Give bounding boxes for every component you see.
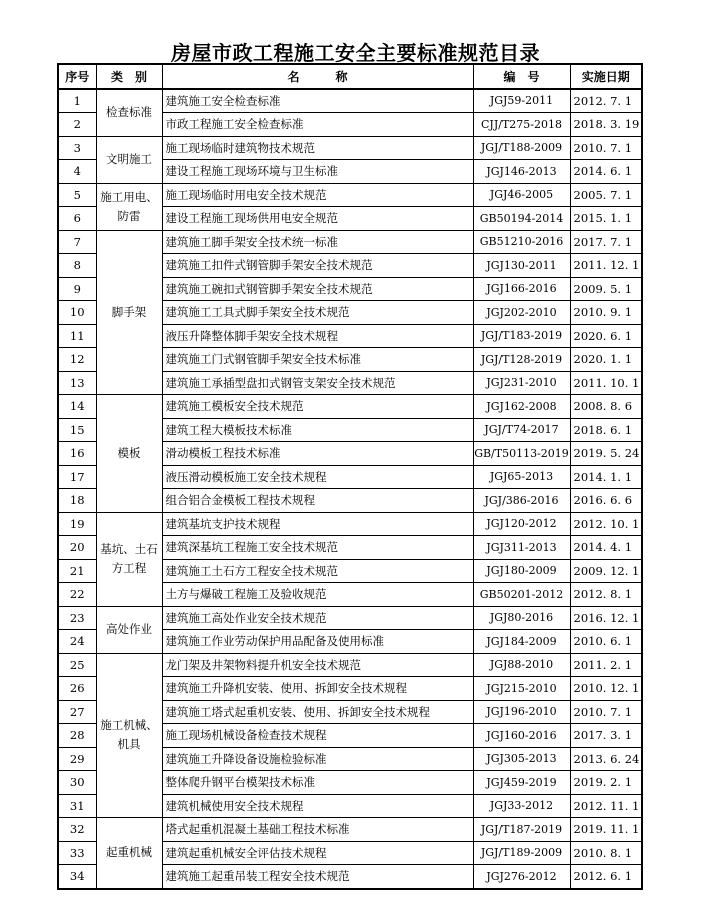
header-name: 名 称 [162,64,473,89]
standard-name: 建筑深基坑工程施工安全技术规范 [162,536,473,560]
row-number: 16 [58,442,96,466]
effective-date: 2017. 7. 1 [570,230,642,254]
standard-code: JGJ/T183-2019 [473,324,570,348]
standard-name: 建筑施工升降设备设施检验标准 [162,747,473,771]
effective-date: 2017. 3. 1 [570,724,642,748]
row-number: 12 [58,348,96,372]
effective-date: 2016. 12. 1 [570,606,642,630]
table-row [58,395,642,419]
standard-name: 建筑基坑支护技术规程 [162,512,473,536]
standard-code: JGJ231-2010 [473,371,570,395]
effective-date: 2010. 9. 1 [570,301,642,325]
effective-date: 2010. 7. 1 [570,136,642,160]
standard-name: 建筑工程大模板技术标准 [162,418,473,442]
table-row [58,230,642,254]
standard-name: 建筑施工塔式起重机安装、使用、拆卸安全技术规程 [162,700,473,724]
row-number: 24 [58,630,96,654]
category-cell: 基坑、土石方工程 [96,512,162,606]
row-number: 5 [58,183,96,207]
standard-code: JGJ162-2008 [473,395,570,419]
effective-date: 2010. 6. 1 [570,630,642,654]
effective-date: 2013. 6. 24 [570,747,642,771]
standard-name: 建筑施工土石方工程安全技术规范 [162,559,473,583]
effective-date: 2009. 5. 1 [570,277,642,301]
category-cell: 模板 [96,395,162,513]
row-number: 29 [58,747,96,771]
row-number: 27 [58,700,96,724]
standard-name: 龙门架及井架物料提升机安全技术规范 [162,653,473,677]
standard-code: JGJ130-2011 [473,254,570,278]
effective-date: 2019. 2. 1 [570,771,642,795]
standard-code: GB50194-2014 [473,207,570,231]
effective-date: 2020. 1. 1 [570,348,642,372]
header-code: 编 号 [473,64,570,89]
standard-name: 建筑施工承插型盘扣式钢管支架安全技术规范 [162,371,473,395]
category-cell: 起重机械 [96,818,162,889]
standard-code: JGJ59-2011 [473,89,570,113]
effective-date: 2018. 6. 1 [570,418,642,442]
row-number: 1 [58,89,96,113]
standard-name: 市政工程施工安全检查标准 [162,113,473,137]
standard-code: JGJ311-2013 [473,536,570,560]
row-number: 18 [58,489,96,513]
standard-name: 建筑施工门式钢管脚手架安全技术标准 [162,348,473,372]
standard-name: 液压滑动模板施工安全技术规程 [162,465,473,489]
effective-date: 2009. 12. 1 [570,559,642,583]
effective-date: 2014. 4. 1 [570,536,642,560]
effective-date: 2010. 7. 1 [570,700,642,724]
standard-name: 建筑施工安全检查标准 [162,89,473,113]
standard-name: 建筑施工起重吊装工程安全技术规范 [162,865,473,889]
standard-code: GB50201-2012 [473,583,570,607]
standard-name: 塔式起重机混凝土基础工程技术标准 [162,818,473,842]
standard-name: 建筑施工脚手架安全技术统一标准 [162,230,473,254]
standard-code: JGJ120-2012 [473,512,570,536]
standard-code: JGJ33-2012 [473,794,570,818]
standard-code: JGJ/T187-2019 [473,818,570,842]
standard-name: 建筑施工扣件式钢管脚手架安全技术规范 [162,254,473,278]
standard-code: JGJ65-2013 [473,465,570,489]
table-row [58,653,642,677]
standard-code: JGJ146-2013 [473,160,570,184]
row-number: 20 [58,536,96,560]
row-number: 30 [58,771,96,795]
header-no: 序号 [58,64,96,89]
standard-name: 液压升降整体脚手架安全技术规程 [162,324,473,348]
standard-code: JGJ276-2012 [473,865,570,889]
table-row [58,183,642,207]
table-body [58,89,642,889]
row-number: 10 [58,301,96,325]
page-title: 房屋市政工程施工安全主要标准规范目录 [171,41,540,65]
standard-code: JGJ/T189-2009 [473,841,570,865]
effective-date: 2010. 8. 1 [570,841,642,865]
standard-code: JGJ/T128-2019 [473,348,570,372]
effective-date: 2012. 11. 1 [570,794,642,818]
standard-name: 建筑施工模板安全技术规范 [162,395,473,419]
table-row [58,512,642,536]
row-number: 13 [58,371,96,395]
effective-date: 2012. 7. 1 [570,89,642,113]
row-number: 25 [58,653,96,677]
standard-code: CJJ/T275-2018 [473,113,570,137]
effective-date: 2020. 6. 1 [570,324,642,348]
row-number: 9 [58,277,96,301]
effective-date: 2011. 2. 1 [570,653,642,677]
standard-name: 整体爬升钢平台模架技术标准 [162,771,473,795]
row-number: 23 [58,606,96,630]
standard-code: JGJ88-2010 [473,653,570,677]
standard-name: 施工现场临时建筑物技术规范 [162,136,473,160]
header-date: 实施日期 [570,64,642,89]
standard-code: JGJ160-2016 [473,724,570,748]
row-number: 33 [58,841,96,865]
standard-name: 组合铝合金模板工程技术规程 [162,489,473,513]
effective-date: 2019. 5. 24 [570,442,642,466]
row-number: 3 [58,136,96,160]
standard-name: 建筑施工工具式脚手架安全技术规范 [162,301,473,325]
table-row [58,136,642,160]
standard-name: 滑动模板工程技术标准 [162,442,473,466]
standard-code: JGJ/T188-2009 [473,136,570,160]
effective-date: 2014. 6. 1 [570,160,642,184]
standard-code: GB51210-2016 [473,230,570,254]
row-number: 11 [58,324,96,348]
standard-code: JGJ184-2009 [473,630,570,654]
header-category: 类 别 [96,64,162,89]
standard-code: JGJ180-2009 [473,559,570,583]
standard-name: 建筑施工作业劳动保护用品配备及使用标准 [162,630,473,654]
row-number: 32 [58,818,96,842]
effective-date: 2012. 8. 1 [570,583,642,607]
category-cell: 文明施工 [96,136,162,183]
row-number: 34 [58,865,96,889]
standard-name: 建设工程施工现场供用电安全规范 [162,207,473,231]
effective-date: 2011. 12. 1 [570,254,642,278]
row-number: 4 [58,160,96,184]
category-cell: 高处作业 [96,606,162,653]
row-number: 22 [58,583,96,607]
row-number: 21 [58,559,96,583]
standard-name: 土方与爆破工程施工及验收规范 [162,583,473,607]
row-number: 2 [58,113,96,137]
row-number: 8 [58,254,96,278]
standard-code: JGJ459-2019 [473,771,570,795]
category-cell: 施工机械、机具 [96,653,162,818]
standard-name: 建设工程施工现场环境与卫生标准 [162,160,473,184]
standard-name: 建筑起重机械安全评估技术规程 [162,841,473,865]
row-number: 26 [58,677,96,701]
standard-name: 建筑施工高处作业安全技术规范 [162,606,473,630]
table-row [58,89,642,113]
effective-date: 2015. 1. 1 [570,207,642,231]
effective-date: 2019. 11. 1 [570,818,642,842]
table-row [58,818,642,842]
row-number: 15 [58,418,96,442]
standard-name: 建筑施工升降机安装、使用、拆卸安全技术规程 [162,677,473,701]
standard-name: 施工现场机械设备检查技术规程 [162,724,473,748]
effective-date: 2012. 6. 1 [570,865,642,889]
table-row [58,606,642,630]
row-number: 28 [58,724,96,748]
effective-date: 2018. 3. 19 [570,113,642,137]
table-header-row [58,64,642,89]
row-number: 6 [58,207,96,231]
category-cell: 检查标准 [96,89,162,137]
row-number: 17 [58,465,96,489]
effective-date: 2010. 12. 1 [570,677,642,701]
effective-date: 2011. 10. 1 [570,371,642,395]
effective-date: 2012. 10. 1 [570,512,642,536]
effective-date: 2014. 1. 1 [570,465,642,489]
standard-code: JGJ166-2016 [473,277,570,301]
effective-date: 2008. 8. 6 [570,395,642,419]
row-number: 19 [58,512,96,536]
standard-name: 建筑机械使用安全技术规程 [162,794,473,818]
effective-date: 2016. 6. 6 [570,489,642,513]
row-number: 7 [58,230,96,254]
standards-table [57,63,643,890]
standard-code: JGJ/T74-2017 [473,418,570,442]
standard-code: GB/T50113-2019 [473,442,570,466]
row-number: 14 [58,395,96,419]
category-cell: 脚手架 [96,230,162,395]
standard-name: 建筑施工碗扣式钢管脚手架安全技术规范 [162,277,473,301]
standard-name: 施工现场临时用电安全技术规范 [162,183,473,207]
standard-code: JGJ46-2005 [473,183,570,207]
standard-code: JGJ/386-2016 [473,489,570,513]
standard-code: JGJ80-2016 [473,606,570,630]
effective-date: 2005. 7. 1 [570,183,642,207]
standard-code: JGJ196-2010 [473,700,570,724]
standard-code: JGJ215-2010 [473,677,570,701]
standard-code: JGJ305-2013 [473,747,570,771]
category-cell: 施工用电、防雷 [96,183,162,230]
row-number: 31 [58,794,96,818]
standard-code: JGJ202-2010 [473,301,570,325]
